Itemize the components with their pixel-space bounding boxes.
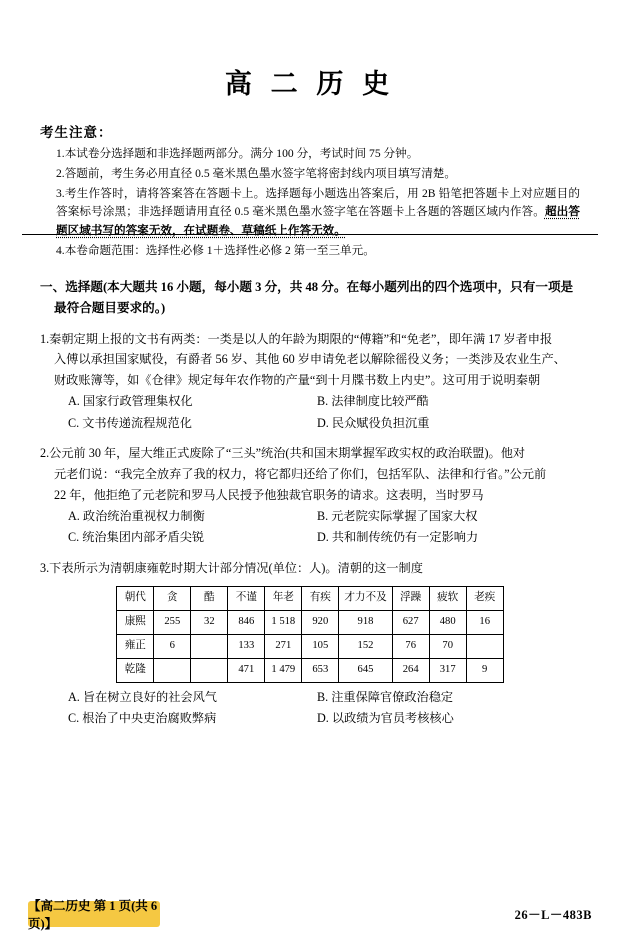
table-header-cell-9: 老疾 [466, 586, 503, 610]
table-cell-r2c1 [154, 658, 191, 682]
table-cell-r0c8: 480 [429, 610, 466, 634]
table-header-cell-6: 才力不及 [339, 586, 392, 610]
question-1-option-a[interactable]: A. 国家行政管理集权化 [68, 394, 193, 409]
table-cell-r0c4: 1 518 [265, 610, 302, 634]
question-1-option-b[interactable]: B. 法律制度比较严酷 [317, 394, 429, 409]
question-1-line3: 财政账簿等，如《仓律》规定每年农作物的产量“到十月牒书数上内史”。这可用于说明秦朝 [54, 373, 541, 388]
notice-item-1: 1.本试卷分选择题和非选择题两部分。满分 100 分，考试时间 75 分钟。 [56, 147, 419, 160]
table-cell-r2c9: 9 [466, 658, 503, 682]
table-cell-r1c3: 133 [228, 634, 265, 658]
table-row [117, 634, 503, 658]
table-cell-r2c5: 653 [302, 658, 339, 682]
table-header-cell-2: 酷 [191, 586, 228, 610]
table-cell-r1c6: 152 [339, 634, 392, 658]
table-cell-r1c8: 70 [429, 634, 466, 658]
question-2-options-row1 [40, 506, 580, 527]
table-cell-r2c3: 471 [228, 658, 265, 682]
question-3-option-d[interactable]: D. 以政绩为官员考核核心 [317, 711, 454, 726]
question-3 [40, 558, 580, 579]
question-1-options-row2 [40, 413, 580, 434]
section-heading-line2: 最符合题目要求的。) [54, 301, 166, 316]
question-2-option-c[interactable]: C. 统治集团内部矛盾尖锐 [68, 530, 205, 545]
question-1-option-d[interactable]: D. 民众赋役负担沉重 [317, 415, 430, 430]
table-header-row [117, 586, 503, 610]
table-cell-r2c4: 1 479 [265, 658, 302, 682]
table-cell-r1c2 [191, 634, 228, 658]
dachi-statistics-table [116, 586, 503, 683]
question-2-option-b[interactable]: B. 元老院实际掌握了国家大权 [317, 509, 478, 524]
notice-item-3-text: 3.考生作答时，请将答案答在答题卡上。选择题每小题选出答案后，用 2B 铅笔把答题卡上对应题目的答案标号涂黑；非选择题请用直径 0.5 毫米黑色墨水签字笔在答题卡上各题的答题区域内作答。 [56, 186, 580, 219]
table-cell-r1c1: 6 [154, 634, 191, 658]
question-1-line2: 入傅以承担国家赋役，有爵者 56 岁、其他 60 岁申请免老以解除徭役义务；一类涉及农业生产、 [54, 352, 566, 367]
page-title: 高 二 历 史 [224, 69, 396, 99]
table-cell-r1c4: 271 [265, 634, 302, 658]
table-header-cell-0: 朝代 [117, 586, 154, 610]
question-3-option-b[interactable]: B. 注重保障官僚政治稳定 [317, 689, 454, 704]
question-3-options-row1 [40, 687, 580, 708]
question-1-number: 1. [40, 331, 50, 346]
table-cell-r2c8: 317 [429, 658, 466, 682]
page-footer [0, 899, 620, 929]
table-cell-r0c2: 32 [191, 610, 228, 634]
table-cell-r0c3: 846 [228, 610, 265, 634]
question-3-number: 3. [40, 560, 50, 575]
question-2 [40, 443, 580, 506]
question-2-line1: 公元前 30 年，屋大维正式废除了“三头”统治(共和国末期掌握军政实权的政治联盟)。他对 [49, 446, 526, 461]
question-2-number: 2. [40, 446, 50, 461]
table-row [117, 658, 503, 682]
notice-list [40, 145, 580, 261]
table-cell-r2c7: 264 [392, 658, 429, 682]
table-cell-r1c0: 雍正 [117, 634, 154, 658]
table-cell-r0c6: 918 [339, 610, 392, 634]
notice-item-2: 2.答题前，考生务必用直径 0.5 毫米黑色墨水签字笔将密封线内项目填写清楚。 [56, 166, 456, 180]
table-header-cell-7: 浮躁 [392, 586, 429, 610]
notice-item-3-emphasis: 超出答题区域书写的答案无效，在试题卷、草稿纸上作答无效。 [56, 205, 580, 238]
section-heading-line1: 一、选择题(本大题共 16 小题，每小题 3 分，共 48 分。在每小题列出的四个选项中，只有一项是 [40, 279, 574, 294]
notice-item-3 [40, 185, 580, 241]
table-cell-r0c5: 920 [302, 610, 339, 634]
question-2-line2: 元老们说：“我完全放弃了我的权力，将它都归还给了你们，包括军队、法律和行省。”公元前 [54, 467, 547, 482]
footer-code: 26－L－483B [514, 908, 592, 922]
question-1-options-row1 [40, 391, 580, 412]
question-2-line3: 22 年，他拒绝了元老院和罗马人民授予他独裁官职务的请求。这表明，当时罗马 [54, 488, 484, 503]
question-1-line1: 秦朝定期上报的文书有两类：一类是以人的年龄为期限的“傅籍”和“免老”，即年满 17 岁者申报 [49, 331, 553, 346]
footer-badge: 【高二历史 第 1 页(共 6 页)】 [28, 901, 160, 927]
table-cell-r2c6: 645 [339, 658, 392, 682]
table-cell-r1c5: 105 [302, 634, 339, 658]
question-1 [40, 329, 580, 392]
header-divider [22, 234, 598, 235]
table-row [117, 610, 503, 634]
table-header-cell-3: 不谨 [228, 586, 265, 610]
question-1-option-c[interactable]: C. 文书传递流程规范化 [68, 415, 192, 430]
question-3-option-c[interactable]: C. 根治了中央吏治腐败弊病 [68, 711, 217, 726]
notice-heading: 考生注意： [40, 125, 113, 140]
question-3-line1: 下表所示为清朝康雍乾时期大计部分情况(单位：人)。清朝的这一制度 [49, 560, 423, 575]
table-header-cell-1: 贪 [154, 586, 191, 610]
question-3-option-a[interactable]: A. 旨在树立良好的社会风气 [68, 689, 217, 704]
table-cell-r2c2 [191, 658, 228, 682]
table-cell-r1c9 [466, 634, 503, 658]
table-cell-r0c0: 康熙 [117, 610, 154, 634]
table-header-cell-4: 年老 [265, 586, 302, 610]
table-cell-r2c0: 乾隆 [117, 658, 154, 682]
question-3-options-row2 [40, 708, 580, 729]
section-heading [40, 277, 580, 320]
table-cell-r0c7: 627 [392, 610, 429, 634]
table-header-cell-5: 有疾 [302, 586, 339, 610]
question-2-option-d[interactable]: D. 共和制传统仍有一定影响力 [317, 530, 479, 545]
notice-item-4: 4.本卷命题范围：选择性必修 1＋选择性必修 2 第一至三单元。 [56, 243, 375, 257]
question-2-option-a[interactable]: A. 政治统治重视权力制衡 [68, 509, 205, 524]
table-cell-r1c7: 76 [392, 634, 429, 658]
table-cell-r0c1: 255 [154, 610, 191, 634]
table-header-cell-8: 疲软 [429, 586, 466, 610]
table-cell-r0c9: 16 [466, 610, 503, 634]
question-2-options-row2 [40, 527, 580, 548]
exam-page [0, 62, 620, 943]
